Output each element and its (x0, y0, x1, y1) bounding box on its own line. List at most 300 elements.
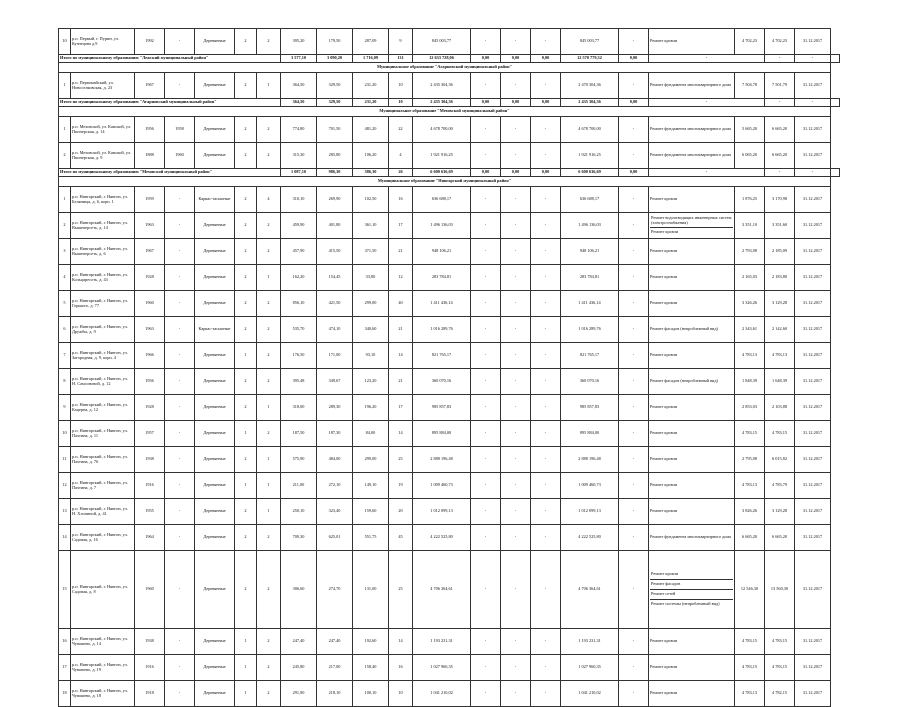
table-cell: - (619, 525, 649, 551)
table-row (59, 395, 840, 421)
table-cell: 1 (257, 265, 281, 291)
table-cell: 1 012 099,13 (561, 499, 619, 525)
table-cell: 2 165,03 (735, 265, 765, 291)
table-cell: - (471, 239, 501, 265)
table-cell: Деревянные (195, 343, 235, 369)
table-cell: 4 783,13 (765, 343, 795, 369)
table-cell: 3 129,28 (765, 291, 795, 317)
table-cell: - (165, 317, 195, 343)
table-cell: 3 129,28 (765, 499, 795, 525)
row-number-cell: 3 (59, 239, 71, 265)
table-cell: 12 (389, 265, 413, 291)
table-cell: 484,00 (317, 447, 353, 473)
table-cell: 21 (389, 369, 413, 395)
table-row (59, 117, 840, 143)
table-cell: 3 326,26 (735, 291, 765, 317)
table-cell: - (471, 291, 501, 317)
subtotal-value: - (795, 99, 831, 107)
table-cell: 845 003,77 (561, 29, 619, 55)
table-cell: 1 921 916,25 (413, 143, 471, 169)
table-cell: 1 027 960,35 (413, 655, 471, 681)
row-number-cell: 14 (59, 525, 71, 551)
subtotal-value: 12 570 779,32 (561, 55, 619, 63)
table-cell: 21 (389, 317, 413, 343)
subtotal-value (831, 99, 840, 107)
table-cell: 12 546,30 (735, 551, 765, 629)
table-cell: 2 (257, 291, 281, 317)
table-cell: - (165, 239, 195, 265)
table-cell: 250,10 (281, 499, 317, 525)
table-cell: 395,48 (281, 369, 317, 395)
table-cell: 1 (257, 395, 281, 421)
table-cell: - (165, 525, 195, 551)
table-cell: 100,10 (353, 681, 389, 707)
address-cell: р.п. Нянгарский, г. Нянгон, ул. Загородная, д. 9, корп. 4 (71, 343, 135, 369)
subtotal-label: Итого по муниципальному образованию "Агарновский муниципальный район" (59, 99, 281, 107)
table-cell: - (165, 265, 195, 291)
row-number-cell: 9 (59, 395, 71, 421)
table-cell: 2 185,09 (765, 239, 795, 265)
table-row (59, 239, 840, 265)
table-cell: 349,67 (317, 369, 353, 395)
subtotal-value: 6 600 636,69 (413, 169, 471, 177)
table-cell: 1960 (135, 551, 165, 629)
table-cell: 9 (389, 29, 413, 55)
work-type-cell: Ремонт кровли (649, 681, 735, 707)
table-cell: 3 170,98 (765, 187, 795, 213)
table-cell: - (501, 317, 531, 343)
table-cell: - (471, 681, 501, 707)
subtotal-row (59, 169, 840, 177)
table-cell: Деревянные (195, 239, 235, 265)
row-number-cell: 7 (59, 343, 71, 369)
table-cell: 93,10 (353, 343, 389, 369)
address-cell: р.п. Нянгарский, г. Нянгон, ул. Кольцаресоть, д. 43 (71, 265, 135, 291)
table-cell: - (531, 447, 561, 473)
table-cell: - (471, 73, 501, 99)
table-cell: 6 665,20 (735, 525, 765, 551)
table-cell: - (501, 73, 531, 99)
table-cell: 4 (257, 187, 281, 213)
table-cell: 4 783,13 (735, 681, 765, 707)
table-cell: 421,50 (317, 291, 353, 317)
table-cell: 4 783,13 (735, 343, 765, 369)
table-cell: Деревянные (195, 291, 235, 317)
table-cell: - (619, 421, 649, 447)
subtotal-value: 0,00 (619, 55, 649, 63)
table-cell: 985 857,83 (561, 395, 619, 421)
table-cell: 2 (235, 551, 257, 629)
table-cell: 299,00 (353, 447, 389, 473)
table-cell: 551,75 (353, 525, 389, 551)
table-cell: 14 (389, 343, 413, 369)
table-cell: - (501, 499, 531, 525)
table-cell: 1 016 289,76 (413, 317, 471, 343)
table-cell: 415,50 (317, 239, 353, 265)
table-cell: - (165, 73, 195, 99)
work-type-cell: Ремонт кровли (649, 239, 735, 265)
table-cell: 1 848,39 (735, 369, 765, 395)
table-cell: 360 070,16 (413, 369, 471, 395)
table-cell: 1938 (135, 447, 165, 473)
table-row (59, 655, 840, 681)
table-cell: 14 (389, 421, 413, 447)
address-cell: р.п. Нянгарский, г. Нянгон, ул. Вышеперсеть, д. 14 (71, 213, 135, 239)
table-cell: 1 (235, 681, 257, 707)
table-cell: 2 (235, 239, 257, 265)
table-cell: 895 884,00 (413, 421, 471, 447)
table-cell: 171,00 (317, 343, 353, 369)
table-cell: 31.12.2017 (795, 73, 831, 99)
work-type-cell: Ремонт кровли (649, 421, 735, 447)
work-type-cell: Ремонт фундамента многоквартирного дома (649, 117, 735, 143)
table-cell: 323,40 (317, 499, 353, 525)
table-cell: - (501, 551, 531, 629)
row-number-cell: 11 (59, 447, 71, 473)
table-cell: 1928 (135, 265, 165, 291)
subtotal-value: 0,00 (501, 169, 531, 177)
table-cell: 1 (235, 473, 257, 499)
table-cell: 19 (389, 473, 413, 499)
table-cell: 102,50 (353, 187, 389, 213)
table-cell: - (501, 525, 531, 551)
table-cell: 31.12.2017 (795, 473, 831, 499)
table-cell: 481,20 (353, 117, 389, 143)
table-cell: 31.12.2017 (795, 629, 831, 655)
subtotal-value: - (649, 99, 765, 107)
table-cell: - (619, 629, 649, 655)
row-number-cell: 10 (59, 29, 71, 55)
table-cell: - (531, 369, 561, 395)
table-cell: 31.12.2017 (795, 551, 831, 629)
subtotal-value: 10 (389, 99, 413, 107)
table-cell: 856,10 (281, 291, 317, 317)
table-cell: 1916 (135, 655, 165, 681)
table-cell: 2 (257, 421, 281, 447)
table-cell: 2 142,60 (765, 317, 795, 343)
work-type-cell: Ремонт кровли (649, 499, 735, 525)
row-number-cell: 15 (59, 551, 71, 629)
table-row (59, 369, 840, 395)
table-row (59, 629, 840, 655)
subtotal-value: 0,00 (471, 99, 501, 107)
table-cell: 287,09 (353, 29, 389, 55)
table-cell: - (165, 499, 195, 525)
table-cell: - (619, 29, 649, 55)
table-cell: 4 702,23 (735, 29, 765, 55)
table-cell: 6 065,20 (735, 143, 765, 169)
table-cell: 2 888 196,48 (413, 447, 471, 473)
table-cell: 306,60 (281, 551, 317, 629)
address-cell: р.п. Меховской, ул. Камской, ул. Пионерская, д. 9 (71, 143, 135, 169)
table-cell: 187,30 (317, 421, 353, 447)
table-cell: 2 (235, 317, 257, 343)
table-cell: 1 (257, 473, 281, 499)
table-cell: Каркас-засыпные (195, 317, 235, 343)
table-cell: - (471, 655, 501, 681)
table-cell: - (471, 117, 501, 143)
table-cell: Деревянные (195, 369, 235, 395)
table-cell: 45 (389, 525, 413, 551)
table-cell: - (471, 629, 501, 655)
table-cell: 2 793,08 (735, 239, 765, 265)
table-cell: - (471, 499, 501, 525)
table-cell: 6 015,82 (765, 447, 795, 473)
table-cell: Каркас-засыпные (195, 187, 235, 213)
table-cell: - (165, 213, 195, 239)
table-cell: 196,20 (353, 395, 389, 421)
address-cell: р.п. Нянгарский, г. Нянгон, ул. Пахтина, д. 11 (71, 421, 135, 447)
table-cell: 1 (235, 629, 257, 655)
table-cell: - (501, 395, 531, 421)
table-cell: 1916 (135, 473, 165, 499)
table-cell: 159,60 (353, 499, 389, 525)
table-cell: Деревянные (195, 499, 235, 525)
municipality-header-row (59, 177, 840, 187)
work-type-item: Ремонт водоотводящих инженерных систем (электроснабжения) (651, 214, 732, 225)
row-number-cell: 13 (59, 499, 71, 525)
table-row (59, 73, 840, 99)
address-cell: р.п. Нянгарский, г. Нянгон, ул. Садовая, д. 16 (71, 525, 135, 551)
table-cell: - (471, 343, 501, 369)
table-row (59, 317, 840, 343)
table-cell: 2 (235, 29, 257, 55)
table-cell: 4 222 525,80 (561, 525, 619, 551)
table-cell: - (531, 291, 561, 317)
row-number-cell: 10 (59, 421, 71, 447)
table-cell: 457,90 (281, 239, 317, 265)
table-cell: Деревянные (195, 421, 235, 447)
row-number-cell: 4 (59, 265, 71, 291)
table-cell: 821 765,17 (413, 343, 471, 369)
row-number-cell: 16 (59, 629, 71, 655)
table-cell: 2 (257, 525, 281, 551)
table-cell: 371,50 (353, 239, 389, 265)
table-cell: - (501, 655, 531, 681)
table-cell: 2 (257, 317, 281, 343)
address-cell: р.п. Нянгарский, г. Нянгон, ул. Пахтина, д. 7 (71, 473, 135, 499)
subtotal-value: 3 090,20 (317, 55, 353, 63)
subtotal-value: 0,00 (471, 55, 501, 63)
table-cell: 106,20 (353, 143, 389, 169)
table-cell: 318,00 (281, 395, 317, 421)
subtotal-value: - (649, 169, 765, 177)
table-cell: 948 106,21 (413, 239, 471, 265)
table-cell: - (501, 343, 531, 369)
table-cell: - (471, 317, 501, 343)
table-cell: - (165, 29, 195, 55)
table-cell: 2 103,88 (765, 395, 795, 421)
row-number-cell: 8 (59, 369, 71, 395)
table-cell: - (531, 343, 561, 369)
subtotal-value (831, 55, 840, 63)
table-cell: 4 222 525,80 (413, 525, 471, 551)
table-cell: 4 783,79 (765, 473, 795, 499)
table-cell: 22 (389, 117, 413, 143)
table-cell: 247,40 (281, 629, 317, 655)
table-cell: 2 (257, 681, 281, 707)
table-cell: - (501, 265, 531, 291)
table-cell: 179,50 (317, 29, 353, 55)
address-cell: р.п. Нянгарский, г. Нянгон, ул. Горького, д. 77 (71, 291, 135, 317)
table-cell: 395,20 (281, 29, 317, 55)
subtotal-value: 364,50 (281, 99, 317, 107)
table-cell: 459,90 (281, 213, 317, 239)
table-cell: 1 041 210,02 (413, 681, 471, 707)
subtotal-value: 0,00 (501, 55, 531, 63)
table-cell: - (165, 551, 195, 629)
table-cell: 845 003,77 (413, 29, 471, 55)
table-cell: - (165, 369, 195, 395)
table-cell: - (165, 473, 195, 499)
table-cell: 16 (389, 187, 413, 213)
table-cell: 3 826,26 (735, 499, 765, 525)
address-cell: р.п. Нянгарский, г. Нянгон, ул. Беляницы, д. 6, корп. 1 (71, 187, 135, 213)
table-cell: - (619, 551, 649, 629)
table-row (59, 681, 840, 707)
table-cell: - (501, 239, 531, 265)
table-cell: - (471, 213, 501, 239)
table-cell: 2 (235, 525, 257, 551)
table-cell: 6 665,20 (765, 525, 795, 551)
work-type-cell: Ремонт кровли (649, 187, 735, 213)
table-cell: 1967 (135, 73, 165, 99)
table-cell: - (501, 447, 531, 473)
table-cell: - (531, 239, 561, 265)
row-number-cell: 6 (59, 317, 71, 343)
table-cell: 31.12.2017 (795, 187, 831, 213)
table-cell: 10 (389, 73, 413, 99)
work-type-cell: Ремонт фасадов (непроблемный вид) (649, 317, 735, 343)
table-cell: 1 (257, 447, 281, 473)
table-cell: 31.12.2017 (795, 143, 831, 169)
table-row (59, 343, 840, 369)
table-cell: 269,90 (317, 187, 353, 213)
table-cell: Деревянные (195, 629, 235, 655)
table-cell: - (619, 447, 649, 473)
table-cell: 231,20 (353, 73, 389, 99)
table-cell: 218,10 (317, 681, 353, 707)
table-cell: - (619, 73, 649, 99)
subtotal-value: 986,30 (317, 169, 353, 177)
row-number-cell: 1 (59, 117, 71, 143)
table-cell: 636 688,17 (561, 187, 619, 213)
table-cell: - (531, 73, 561, 99)
table-cell: - (619, 369, 649, 395)
table-cell: 4 783,15 (735, 655, 765, 681)
row-number-cell: 1 (59, 187, 71, 213)
table-cell: 1963 (135, 213, 165, 239)
table-cell: - (165, 343, 195, 369)
table-cell: 895 884,00 (561, 421, 619, 447)
table-cell: - (501, 213, 531, 239)
table-cell: 285,80 (317, 143, 353, 169)
table-cell: 2 888 196,48 (561, 447, 619, 473)
table-cell: 2 470 304,36 (561, 73, 619, 99)
subtotal-row (59, 99, 840, 107)
table-cell: 2 435 304,36 (413, 73, 471, 99)
table-cell: - (501, 681, 531, 707)
table-cell: 3 351,60 (765, 213, 795, 239)
table-cell: 1 411 436,14 (561, 291, 619, 317)
address-cell: р.п. Нянгарский, г. Нянгон, ул. Чувашево, д. 19 (71, 655, 135, 681)
table-cell: - (471, 525, 501, 551)
table-cell: 211,00 (281, 473, 317, 499)
table-cell: Деревянные (195, 265, 235, 291)
table-cell: - (531, 143, 561, 169)
table-cell: Деревянные (195, 117, 235, 143)
work-type-cell: Ремонт фасадов (непроблемный вид) (649, 369, 735, 395)
table-cell: 4 783,15 (765, 655, 795, 681)
table-cell: 1959 (135, 187, 165, 213)
table-cell: 31.12.2017 (795, 395, 831, 421)
table-cell: 247,40 (317, 629, 353, 655)
table-cell: - (501, 369, 531, 395)
table-cell: 4 783,13 (735, 473, 765, 499)
table-cell: 2 (235, 73, 257, 99)
subtotal-value: 1 716,09 (353, 55, 389, 63)
table-cell: 13 560,30 (765, 551, 795, 629)
table-cell: 2 (235, 369, 257, 395)
table-cell: 283 784,81 (413, 265, 471, 291)
table-cell: 149,10 (353, 473, 389, 499)
table-cell: 31.12.2017 (795, 525, 831, 551)
table-cell: 1 (235, 421, 257, 447)
table-cell: 7 501,79 (765, 73, 795, 99)
table-cell: - (501, 291, 531, 317)
table-cell: 25 (389, 551, 413, 629)
table-cell: 2 (257, 629, 281, 655)
table-cell: 4 702,23 (765, 29, 795, 55)
table-cell: 4 783,15 (765, 421, 795, 447)
table-cell: 187,50 (281, 421, 317, 447)
table-cell: 17 (389, 213, 413, 239)
table-cell: 31.12.2017 (795, 291, 831, 317)
table-cell: Деревянные (195, 395, 235, 421)
table-cell: 2 853,03 (735, 395, 765, 421)
table-cell: 985 857,83 (413, 395, 471, 421)
work-type-cell: Ремонт кровли (649, 291, 735, 317)
table-body (59, 29, 840, 707)
table-cell: 4 783,15 (735, 421, 765, 447)
table-cell: - (619, 395, 649, 421)
address-cell: р.п. Нянгарский, г. Нянгон, ул. Чувашево, д. 14 (71, 629, 135, 655)
address-cell: р.п. Меховской, ул. Камской, ул. Пионерская, д. 14 (71, 117, 135, 143)
table-cell: 1 009 460,73 (561, 473, 619, 499)
table-cell: - (471, 265, 501, 291)
subtotal-value: - (795, 169, 831, 177)
table-cell: 1 496 136,03 (413, 213, 471, 239)
table-cell: 31.12.2017 (795, 29, 831, 55)
table-cell: 131,00 (353, 551, 389, 629)
table-cell: 272,10 (317, 473, 353, 499)
subtotal-value: 131 (389, 55, 413, 63)
table-cell: Деревянные (195, 473, 235, 499)
row-number-cell: 17 (59, 655, 71, 681)
table-cell: Деревянные (195, 143, 235, 169)
subtotal-value (831, 169, 840, 177)
subtotal-value: 0,00 (619, 99, 649, 107)
work-type-cell: Ремонт кровли (649, 473, 735, 499)
table-cell: 10 (389, 681, 413, 707)
table-cell: - (531, 117, 561, 143)
work-type-cell: Ремонт фундамента многоквартирного дома (649, 143, 735, 169)
table-cell: 2 343,61 (735, 317, 765, 343)
subtotal-value: 329,50 (317, 99, 353, 107)
work-type-cell: Ремонт кровли (649, 343, 735, 369)
subtotal-value: 12 633 728,06 (413, 55, 471, 63)
table-cell: - (501, 187, 531, 213)
